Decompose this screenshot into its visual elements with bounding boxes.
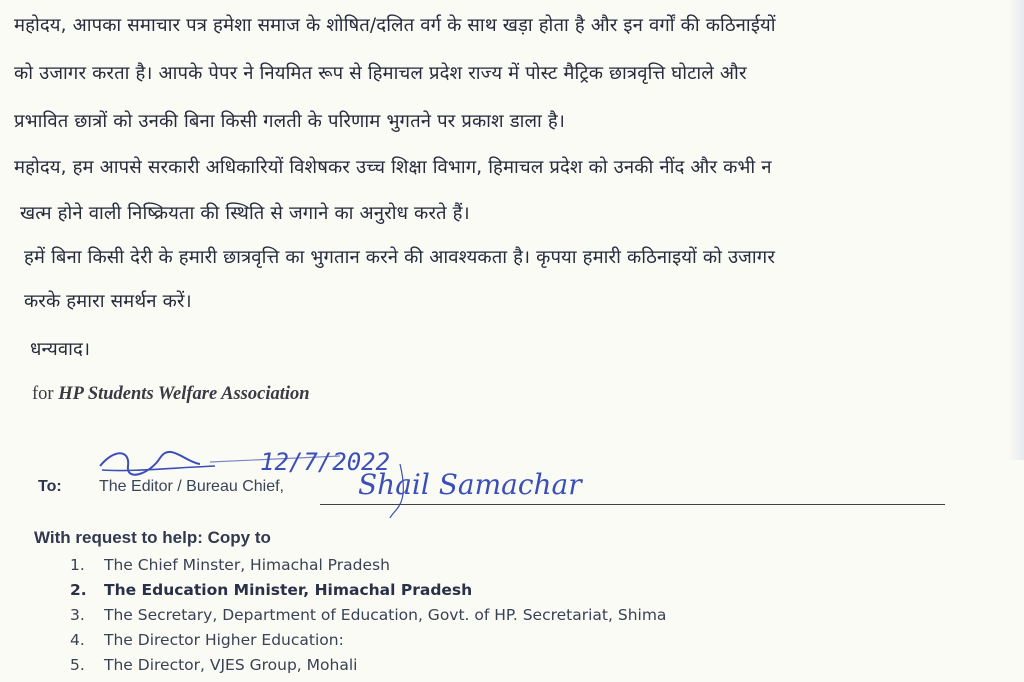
signature-text: Shubha xyxy=(120,451,198,475)
recipient-underline xyxy=(320,504,945,505)
body-line-1: महोदय, आपका समाचार पत्र हमेशा समाज के शोषित/दलित वर्ग के साथ खड़ा होता है और इन वर्गों की कठिनाईयों xyxy=(14,15,776,36)
copy-item-text: The Secretary, Department of Education, Govt. of HP. Secretariat, Shima xyxy=(104,606,667,624)
copy-item-text: The Director, VJES Group, Mohali xyxy=(104,656,358,674)
body-line-4: महोदय, हम आपसे सरकारी अधिकारियों विशेषकर उच्च शिक्षा विभाग, हिमाचल प्रदेश को उनकी नींद और कभी न xyxy=(14,157,772,178)
copy-item xyxy=(70,578,666,603)
body-line-7: करके हमारा समर्थन करें। xyxy=(24,291,192,312)
copy-item xyxy=(70,603,666,628)
copy-heading: With request to help: Copy to xyxy=(34,528,271,547)
for-prefix: for xyxy=(32,384,54,404)
copy-item-text: The Director Higher Education: xyxy=(104,631,344,649)
copy-item-number: 4. xyxy=(70,631,85,649)
copy-list xyxy=(70,553,666,678)
body-line-6: हमें बिना किसी देरी के हमारी छात्रवृत्ति का भुगतान करने की आवश्यकता है। कृपया हमारी कठिनाइयों को उजागर xyxy=(24,247,775,268)
copy-item-number: 5. xyxy=(70,656,85,674)
body-line-3: प्रभावित छात्रों को उनकी बिना किसी गलती के परिणाम भुगतने पर प्रकाश डाला है। xyxy=(14,111,565,132)
to-label: To: xyxy=(38,478,62,495)
body-line-2: को उजागर करता है। आपके पेपर ने नियमित रूप से हिमाचल प्रदेश राज्य में पोस्ट मैट्रिक छात्रवृत्ति घोटाले और xyxy=(14,63,747,84)
body-line-5: खत्म होने वाली निष्क्रियता की स्थिति से जगाने का अनुरोध करते हैं। xyxy=(20,203,470,224)
handwritten-recipient: Shail Samachar xyxy=(358,468,582,501)
copy-item-number: 2. xyxy=(70,581,87,599)
copy-item xyxy=(70,628,666,653)
copy-item-text: The Education Minister, Himachal Pradesh xyxy=(104,581,473,599)
to-line xyxy=(38,478,284,496)
handwritten-date: 12/7/2022 xyxy=(260,448,391,476)
copy-item-number: 3. xyxy=(70,606,85,624)
to-text: The Editor / Bureau Chief, xyxy=(99,478,284,495)
copy-item-number: 1. xyxy=(70,556,85,574)
organization-name: HP Students Welfare Association xyxy=(58,384,310,404)
copy-item xyxy=(70,653,666,678)
for-line xyxy=(32,384,310,405)
copy-item-text: The Chief Minster, Himachal Pradesh xyxy=(104,556,390,574)
thanks-line: धन्यवाद। xyxy=(30,339,91,360)
copy-item xyxy=(70,553,666,578)
